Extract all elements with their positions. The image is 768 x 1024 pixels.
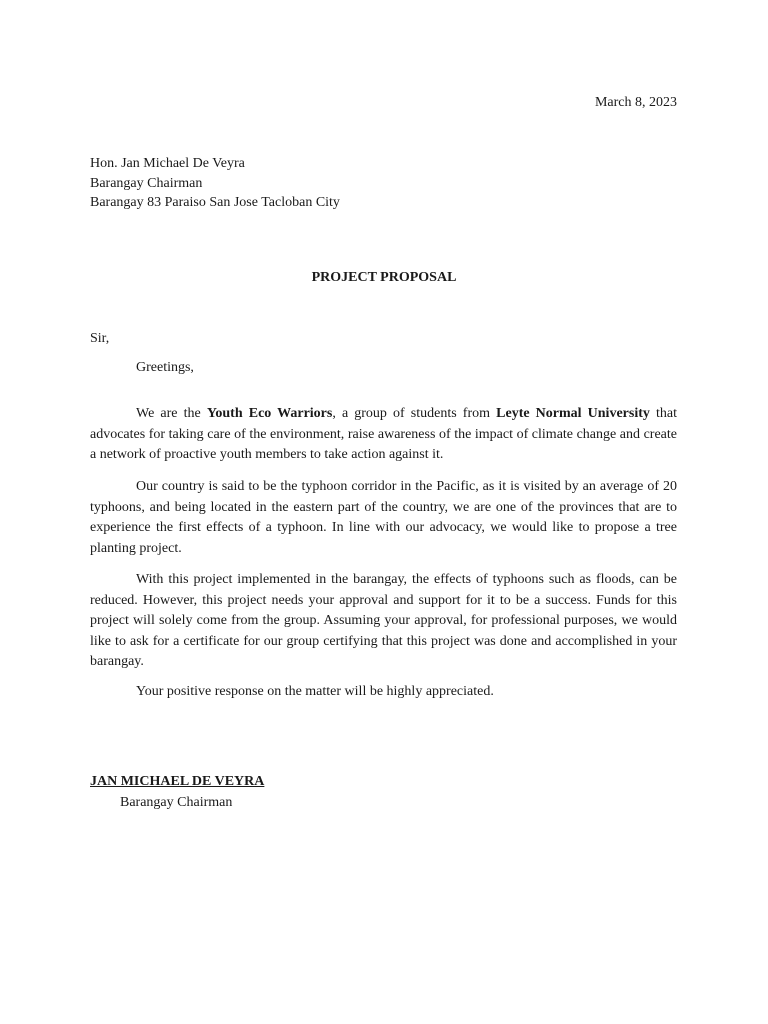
recipient-address: Barangay 83 Paraiso San Jose Tacloban City bbox=[90, 195, 340, 210]
paragraph-context-text: Our country is said to be the typhoon corridor in the Pacific, as it is visited by an average of 20 typhoons, and being located in the eastern part of the country, we are one of the provinces that are to experience the first effects of a typhoon. In line with our advocacy, we would like to propose a tree planting project. bbox=[90, 479, 677, 556]
paragraph-closing bbox=[90, 682, 677, 703]
paragraph-intro bbox=[90, 404, 677, 466]
recipient-position: Barangay Chairman bbox=[90, 175, 203, 191]
recipient-block bbox=[90, 154, 340, 213]
paragraph-request-text: With this project implemented in the barangay, the effects of typhoons such as floods, can be reduced. However, this project needs your approval and support for it to be a success. Funds for this project will solely come from the group. Assuming your approval, for professional purposes, we would like to ask for a certificate for our group certifying that this project was done and accomplished in your barangay. bbox=[90, 572, 677, 670]
group-name: Youth Eco Warriors bbox=[206, 406, 333, 421]
intro-text-a: We are the bbox=[136, 406, 207, 421]
school-name: Leyte Normal University bbox=[496, 406, 650, 421]
salutation: Sir, bbox=[90, 331, 110, 346]
letter-date: March 8, 2023 bbox=[594, 95, 677, 110]
intro-text-c: that advocates for taking care of the environment, raise awareness of the impact of climate change and create a network of proactive youth members to take action against it. bbox=[90, 406, 677, 463]
document-title: PROJECT PROPOSAL bbox=[311, 270, 457, 285]
recipient-name: Hon. Jan Michael De Veyra bbox=[90, 156, 245, 171]
paragraph-context bbox=[90, 477, 677, 559]
paragraph-request bbox=[90, 570, 677, 673]
signatory-name: JAN MICHAEL DE VEYRA bbox=[90, 774, 265, 789]
intro-text-b: , a group of students from bbox=[332, 406, 497, 421]
greeting: Greetings, bbox=[136, 360, 194, 375]
paragraph-closing-text: Your positive response on the matter will be highly appreciated. bbox=[136, 684, 494, 699]
signatory-position: Barangay Chairman bbox=[120, 795, 233, 810]
